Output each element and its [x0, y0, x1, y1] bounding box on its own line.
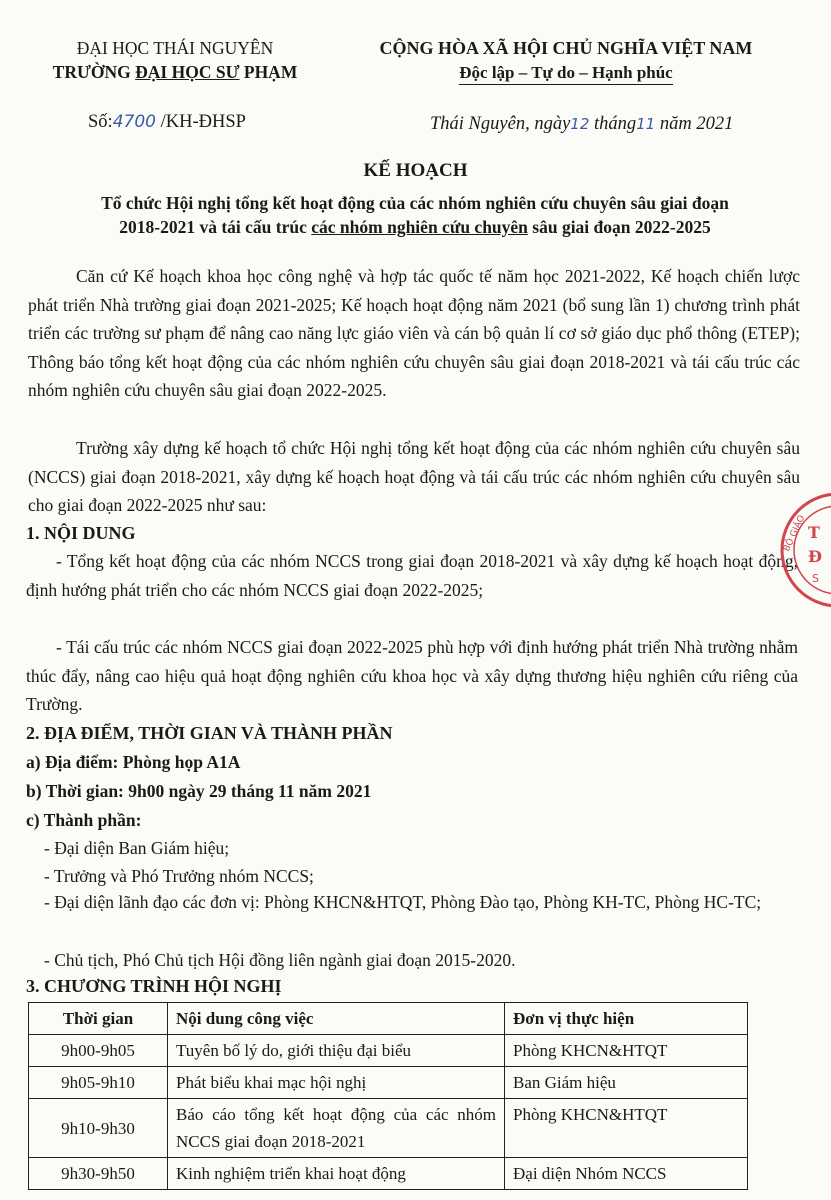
intro-paragraph-1: Căn cứ Kế hoạch khoa học công nghệ và hợp tác quốc tế năm học 2021-2022, Kế hoạch chiến lược phát triển Nhà trường giai đoạn 2021-2025; Kế hoạch hoạt động năm 2021 (bổ sung lần 1) chương trình phát triển các trường sư phạm để nâng cao năng lực giáo viên và cán bộ quản lí cơ sở giáo dục phổ thông (ETEP); Thông báo tổng kết hoạt động của các nhóm nghiên cứu chuyên sâu giai đoạn 2018-2021 và tái cấu trúc các nhóm nghiên cứu chuyên sâu giai đoạn 2022-2025.: [28, 266, 800, 401]
participant-item: - Đại diện lãnh đạo các đơn vị: Phòng KHCN&HTQT, Phòng Đào tạo, Phòng KH-TC, Phòng HC-TC;: [44, 892, 762, 912]
section-3-heading: 3. CHƯƠNG TRÌNH HỘI NGHỊ: [26, 976, 282, 996]
svg-text:BỘ GIÁO: BỘ GIÁO: [781, 513, 808, 554]
section-1-item-2: - Tái cấu trúc các nhóm NCCS giai đoạn 2022-2025 phù hợp với định hướng phát triển Nhà trường nhằm thúc đẩy, nâng cao hiệu quả hoạt động nghiên cứu khoa học và xây dựng thương hiệu nghiên cứu riêng của Trường.: [26, 637, 798, 715]
intro-paragraph-2: Trường xây dựng kế hoạch tổ chức Hội nghị tổng kết hoạt động của các nhóm nghiên cứu chuyên sâu (NCCS) giai đoạn 2018-2021, xây dựng kế hoạch hoạt động và tái cấu trúc các nhóm nghiên cứu chuyên sâu cho giai đoạn 2022-2025 như sau:: [28, 438, 800, 516]
national-title: CỘNG HÒA XÃ HỘI CHỦ NGHĨA VIỆT NAM: [379, 38, 753, 58]
dateline-month-label: tháng: [589, 114, 637, 134]
cell-unit: Ban Giám hiệu: [505, 1067, 748, 1099]
document-number-handwritten: 4700: [112, 112, 156, 132]
svg-text:S: S: [812, 572, 819, 585]
issuer-name-underlined: ĐẠI HỌC SƯ: [135, 62, 240, 82]
table-row: [29, 1067, 748, 1099]
participant-item: - Trưởng và Phó Trưởng nhóm NCCS;: [44, 866, 314, 886]
dateline-day: 12: [570, 115, 590, 133]
document-subtitle: [20, 191, 810, 239]
cell-content: Tuyên bố lý do, giới thiệu đại biểu: [168, 1035, 505, 1067]
cell-content: Báo cáo tổng kết hoạt động của các nhóm NCCS giai đoạn 2018-2021: [168, 1099, 505, 1158]
column-header-unit: Đơn vị thực hiện: [505, 1003, 748, 1035]
issuer-name: [30, 60, 320, 84]
national-heading: [336, 36, 796, 85]
table-header-row: [29, 1003, 748, 1035]
cell-content: Kinh nghiệm triển khai hoạt động: [168, 1158, 505, 1190]
dateline-year: năm 2021: [655, 114, 734, 134]
official-seal-icon: [778, 490, 831, 610]
program-table: [28, 1002, 748, 1190]
cell-unit: Phòng KHCN&HTQT: [505, 1099, 748, 1158]
cell-unit: Phòng KHCN&HTQT: [505, 1035, 748, 1067]
cell-time: 9h30-9h50: [29, 1158, 168, 1190]
cell-time: 9h05-9h10: [29, 1067, 168, 1099]
document-number-suffix: /KH-ĐHSP: [155, 112, 246, 132]
cell-unit: Đại diện Nhóm NCCS: [505, 1158, 748, 1190]
section-2-heading: 2. ĐỊA ĐIỂM, THỜI GIAN VÀ THÀNH PHẦN: [26, 723, 393, 743]
dateline: [430, 114, 733, 135]
table-row: [29, 1158, 748, 1190]
svg-text:T: T: [808, 523, 820, 542]
cell-content: Phát biểu khai mạc hội nghị: [168, 1067, 505, 1099]
column-header-time: Thời gian: [29, 1003, 168, 1035]
document-title: KẾ HOẠCH: [363, 160, 468, 181]
participant-item: - Chủ tịch, Phó Chủ tịch Hội đồng liên ngành giai đoạn 2015-2020.: [44, 950, 516, 970]
section-1-heading: 1. NỘI DUNG: [26, 523, 136, 543]
venue: a) Địa điểm: Phòng họp A1A: [26, 752, 241, 772]
table-row: [29, 1099, 748, 1158]
issuer-name-post: PHẠM: [239, 62, 298, 82]
schedule-time: b) Thời gian: 9h00 ngày 29 tháng 11 năm 2021: [26, 781, 372, 801]
table-row: [29, 1035, 748, 1067]
participants-label: c) Thành phần:: [26, 810, 142, 830]
dateline-month: 11: [636, 115, 656, 133]
subtitle-line-2: 2018-2021 và tái cấu trúc các nhóm nghiên cứu chuyên sâu giai đoạn 2022-2025: [119, 217, 711, 237]
national-motto: Độc lập – Tự do – Hạnh phúc: [459, 62, 672, 85]
issuer-block: [30, 36, 320, 84]
document-number-prefix: Số:: [88, 112, 113, 132]
participant-item: - Đại diện Ban Giám hiệu;: [44, 838, 230, 858]
document-number: [88, 112, 246, 133]
subtitle-line-1: Tổ chức Hội nghị tổng kết hoạt động của các nhóm nghiên cứu chuyên sâu giai đoạn: [101, 193, 729, 213]
dateline-place: Thái Nguyên, ngày: [430, 114, 571, 134]
issuer-name-pre: TRƯỜNG: [52, 62, 136, 82]
cell-time: 9h00-9h05: [29, 1035, 168, 1067]
cell-time: 9h10-9h30: [29, 1099, 168, 1158]
issuer-parent: ĐẠI HỌC THÁI NGUYÊN: [76, 38, 274, 58]
section-1-item-1: - Tổng kết hoạt động của các nhóm NCCS trong giai đoạn 2018-2021 và xây dựng kế hoạch hoạt động, định hướng phát triển cho các nhóm NCCS giai đoạn 2022-2025;: [26, 551, 798, 600]
column-header-content: Nội dung công việc: [168, 1003, 505, 1035]
svg-text:Đ: Đ: [808, 547, 822, 566]
